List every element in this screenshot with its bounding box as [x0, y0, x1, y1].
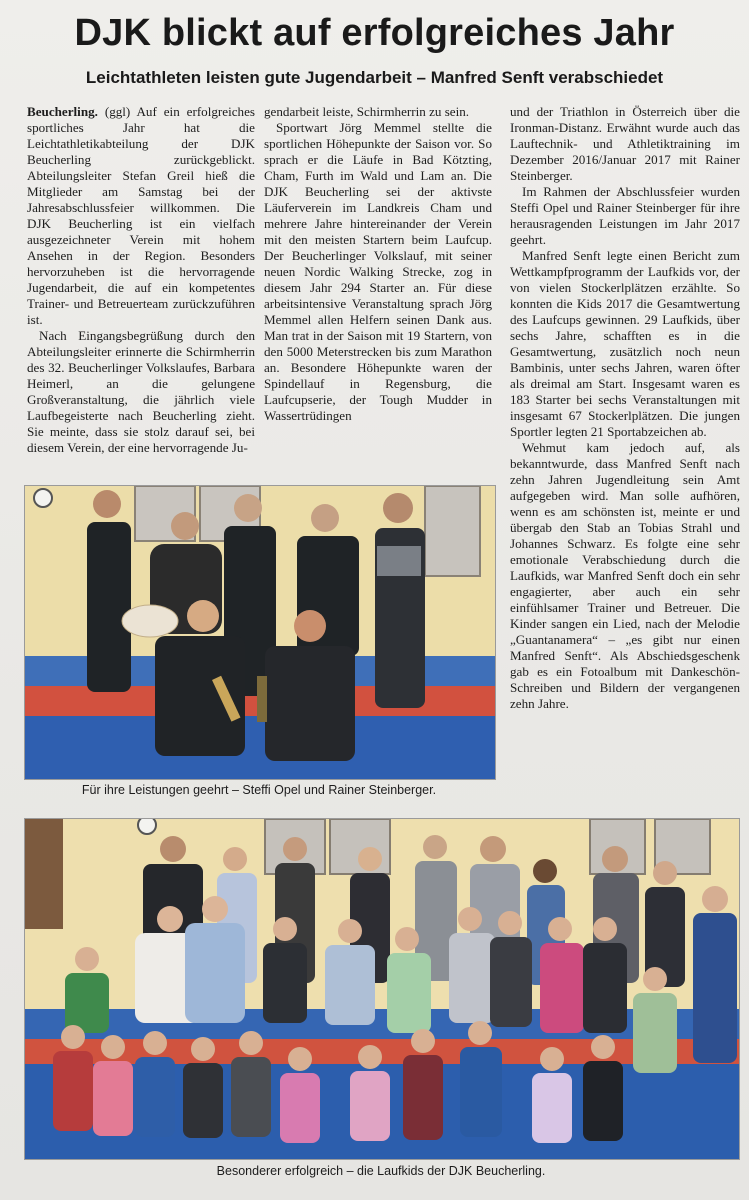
article-column-1 — [27, 104, 255, 476]
photo-honorees-illustration — [25, 486, 495, 779]
dateline: Beucherling. — [27, 104, 98, 119]
photo-laufkids-illustration — [25, 819, 739, 1159]
paragraph: gendarbeit leiste, Schirmherrin zu sein. — [264, 104, 470, 119]
paragraph — [27, 104, 255, 328]
paragraph: Manfred Senft legte einen Bericht zum Wettkampfprogramm der Laufkids vor, der von vielen Stockerlplätzen erzählte. So konnten die Kids 2017 die Gesamtwertung des Laufcups gewinnen. 29 Laufkids, über sechs Jahre, schafften es in die Gesamtwertung, zusätzlich noch neun Bambinis, unter sechs Jahren, waren öfter als dreimal am Start. Insgesamt waren es 183 Starter bei sechs Veranstaltungen mit insgesamt 67 Stockerlplätzen. Die jungen Sportler legten 21 Sportabzeichen ab. — [510, 248, 740, 439]
paragraph: Im Rahmen der Abschlussfeier wurden Steffi Opel und Rainer Steinberger für ihre herausragenden Leistungen im Jahr 2017 geehrt. — [510, 184, 740, 247]
photo-honorees — [24, 485, 496, 780]
photo-laufkids-caption: Besonderer erfolgreich – die Laufkids der DJK Beucherling. — [216, 1164, 546, 1178]
headline: DJK blickt auf erfolgreiches Jahr — [74, 12, 675, 54]
subheadline: Leichtathleten leisten gute Jugendarbeit – Manfred Senft verabschiedet — [85, 68, 664, 87]
paragraph: und der Triathlon in Österreich über die Ironman-Distanz. Erwähnt wurde auch das Lauftechnik- und Athletiktraining im Dezember 2016/Januar 2017 mit Rainer Steinberger. — [510, 104, 740, 183]
photo-honorees-caption: Für ihre Leistungen geehrt – Steffi Opel und Rainer Steinberger. — [81, 783, 437, 797]
article-column-2 — [264, 104, 492, 476]
paragraph: Wehmut kam jedoch auf, als bekanntwurde, dass Manfred Senft nach zehn Jahren Jugendleitung sein Amt aufgegeben wird. Man solle aufhören, wenn es am schönsten ist, meinte er und übergab den Stab an Tobias Strahl und Johannes Schwarz. Es folgte eine sehr emotionale Verabschiedung durch die Laufkids, war Manfred Senft doch ein sehr engagierter, aber auch ein sehr einfühlsamer Trainer und Betreuer. Die Kinder sangen ein Lied, nach der Melodie „Guantanamera“ – „es gibt nur einen Manfred Senft“. Als Abschiedsgeschenk gab es ein Fotoalbum mit Dankeschön-Schreiben und Bildern der vergangenen zehn Jahre. — [510, 440, 740, 711]
photo-laufkids — [24, 818, 740, 1160]
paragraph: Sportwart Jörg Memmel stellte die sportlichen Höhepunkte der Saison vor. So sprach er die Läufe in Bad Kötzting, Cham, Furth im Wald und Lam an. Die DJK Beucherling sei der aktivste Läuferverein im Landkreis Cham und mehrere Jahre hintereinander der Verein mit den meisten Startern beim Laufcup. Der Beucherlinger Volkslauf, mit seiner neuen Nordic Walking Strecke, zog in diesem Jahr 294 Starter an. Für diese arbeitsintensive Veranstaltung sprach Jörg Memmel allen Helfern seinen Dank aus. Man trat in der Saison mit 19 Startern, von den 5000 Meterstrecken bis zum Marathon an. Besondere Höhepunkte waren der Spindellauf in Regensburg, die Laufcupserie, der Tough Mudder in Wassertrüdingen — [264, 120, 492, 423]
paragraph-text: (ggl) Auf ein erfolgreiches sportliches Jahr hat die Leichtathletikabteilung der DJK Beucherling zurückgeblickt. Abteilungsleiter Stefan Greil hieß die Mitglieder am Samstag bei der Jahresabschlussfeier willkommen. Die DJK Beucherling ist ein vielfach ausgezeichneter Verein mit hohem Ansehen in der Region. Besonders hervorzuheben ist die hervorragende Jugendarbeit, die auf ein kompetentes Trainer- und Betreuerteam zurückzuführen ist. — [27, 104, 255, 327]
paragraph: Nach Eingangsbegrüßung durch den Abteilungsleiter erinnerte die Schirmherrin des 32. Beucherlinger Volkslaufes, Barbara Heimerl, an die gelungene Großveranstaltung, die jährlich viele Laufbegeisterte nach Beucherling zieht. Sie meinte, dass sie stolz darauf sei, bei diesem Verein, der eine hervorragende Ju- — [27, 328, 255, 455]
article-column-3 — [510, 104, 740, 804]
